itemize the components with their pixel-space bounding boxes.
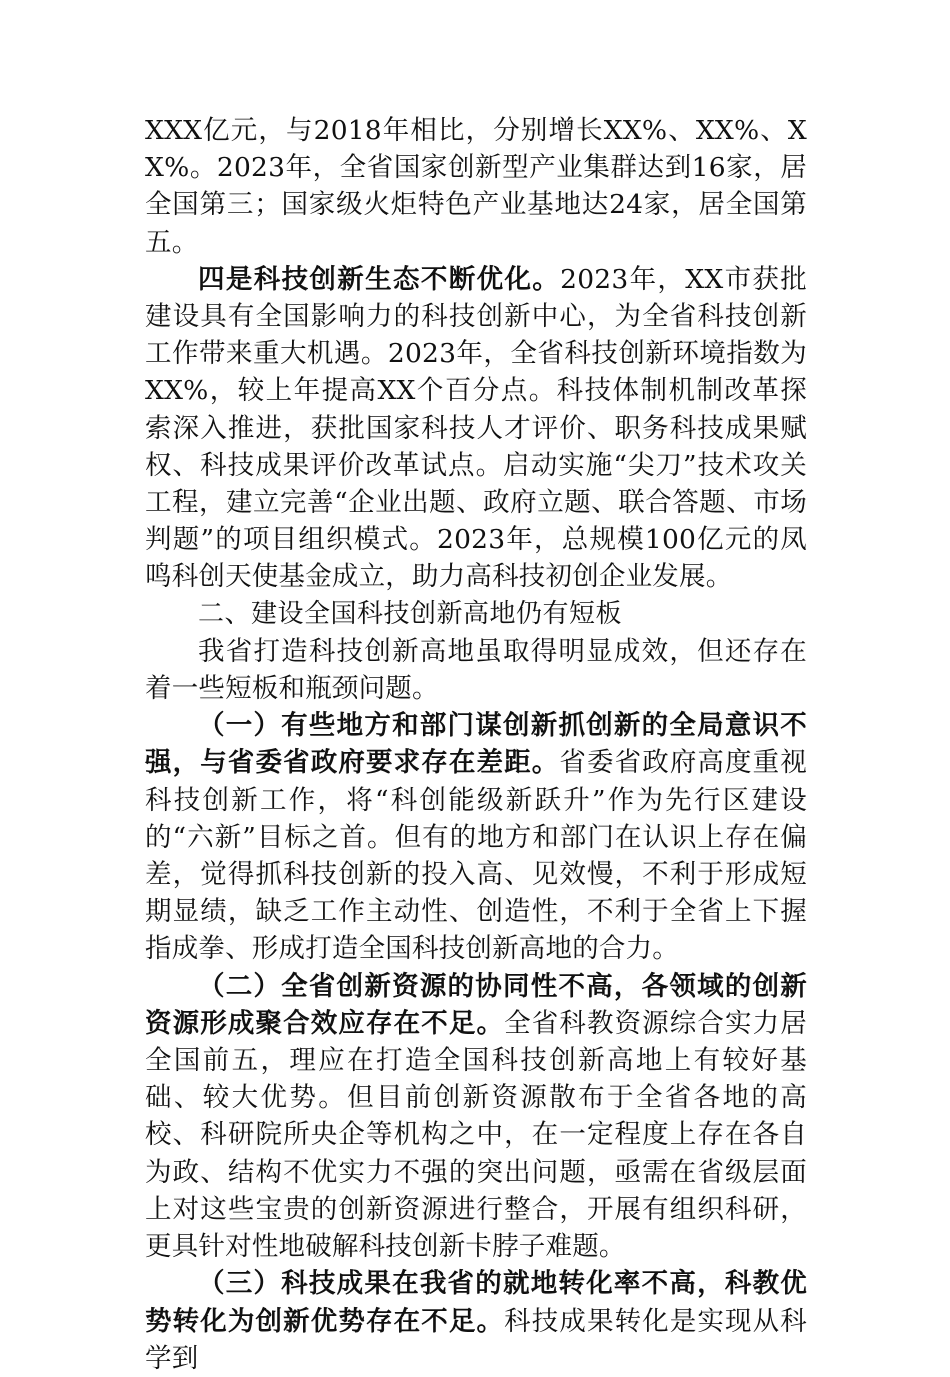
paragraph-innovation-ecosystem [145, 261, 807, 596]
document-page [145, 112, 807, 1377]
paragraph-text: 省委省政府高度重视科技创新工作，将“科创能级新跃升”作为先行区建设的“六新”目标之首。但有的地方和部门在认识上存在偏差，觉得抓科技创新的投入高、见效慢，不利于形成短期显绩，缺乏工作主动性、创造性，不利于全省上下握指成拳、形成打造全国科技创新高地的合力。 [145, 747, 807, 965]
paragraph-lead: （二）全省创新资源的协同性不高，各领域的创新资源形成聚合效应存在不足。 [145, 970, 807, 1039]
paragraph-point-two [145, 968, 807, 1266]
paragraph-point-three [145, 1265, 807, 1377]
paragraph-lead: （三）科技成果在我省的就地转化率不高，科教优势转化为创新优势存在不足。 [145, 1268, 807, 1337]
paragraph-intro-shortcomings [145, 633, 807, 707]
paragraph-text: 我省打造科技创新高地虽取得明显成效，但还存在着一些短板和瓶颈问题。 [145, 635, 807, 705]
paragraph-point-one [145, 707, 807, 967]
paragraph-text: XXX亿元，与2018年相比，分别增长XX%、XX%、XX%。2023年，全省国家创新型产业集群达到16家，居全国第三；国家级火炬特色产业基地达24家，居全国第五。 [145, 115, 807, 258]
paragraph-text: 全省科教资源综合实力居全国前五，理应在打造全国科技创新高地上有较好基础、较大优势。但目前创新资源散布于全省各地的高校、科研院所央企等机构之中，在一定程度上存在各自为政、结构不优实力不强的突出问题，亟需在省级层面上对这些宝贵的创新资源进行整合，开展有组织科研，更具针对性地破解科技创新卡脖子难题。 [145, 1007, 807, 1263]
paragraph-text: 2023年，XX市获批建设具有全国影响力的科技创新中心，为全省科技创新工作带来重大机遇。2023年，全省科技创新环境指数为XX%，较上年提高XX个百分点。科技体制机制改革探索深入推进，获批国家科技人才评价、职务科技成果赋权、科技成果评价改革试点。启动实施“尖刀”技术攻关工程，建立完善“企业出题、政府立题、联合答题、市场判题”的项目组织模式。2023年，总规模100亿元的凤鸣科创天使基金成立，助力高科技初创企业发展。 [145, 263, 807, 593]
paragraph-lead: 四是科技创新生态不断优化。 [198, 263, 561, 295]
paragraph-text: 科技成果转化是实现从科学到 [145, 1305, 807, 1374]
paragraph-growth-stats [145, 112, 807, 261]
section-heading: 二、建设全国科技创新高地仍有短板 [198, 598, 623, 629]
paragraph-lead: （一）有些地方和部门谋创新抓创新的全局意识不强，与省委省政府要求存在差距。 [145, 710, 807, 779]
